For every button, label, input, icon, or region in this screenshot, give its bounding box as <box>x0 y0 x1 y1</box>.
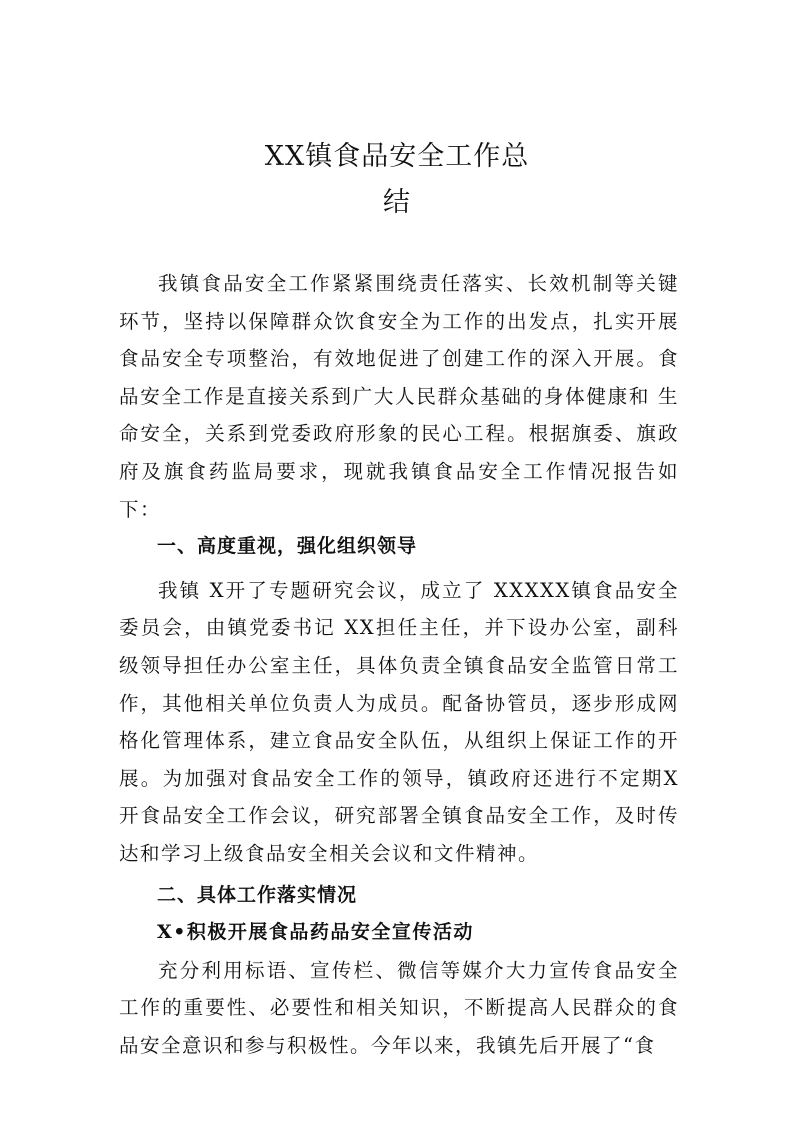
subsection1-paragraph: 充分利用标语、宣传栏、微信等媒介大力宣传食品安全工作的重要性、必要性和相关知识，不断提高人民群众的食品安全意识和参与积极性。今年以来，我镇先后开展了“食 <box>119 958 679 1057</box>
intro-paragraph: 我镇食品安全工作紧紧围绕责任落实、长效机制等关键环节，坚持以保障群众饮食安全为工作的出发点，扎实开展食品安全专项整治，有效地促进了创建工作的深入开展。食品安全工作是直接关系到广大人民群众基础的身体健康和 生命安全，关系到党委政府形象的民心工程。根据旗委、旗政府及旗食药监局要求，现就我镇食品安全工作情况报告如下： <box>119 272 679 521</box>
section2-heading: 二、具体工作落实情况 <box>157 883 358 906</box>
document-title-line1: XX镇食品安全工作总 <box>264 141 530 172</box>
document-body <box>119 265 679 1064</box>
section1-heading: 一、高度重视，强化组织领导 <box>157 535 418 558</box>
document-title-line2: 结 <box>383 187 411 218</box>
subsection1-heading: X•积极开展食品药品安全宣传活动 <box>157 921 474 944</box>
section1-paragraph: 我镇 X开了专题研究会议，成立了 XXXXX镇食品安全委员会，由镇党委书记 XX担任主任，并下设办公室，副科级领导担任办公室主任，具体负责全镇食品安全监管日常工作，其他相关单位负责人为成员。配备协管员，逐步形成网格化管理体系，建立食品安全队伍，从组织上保证工作的开展。为加强对食品安全工作的领导，镇政府还进行不定期X开食品安全工作会议，研究部署全镇食品安全工作，及时传达和学习上级食品安全相关会议和文件精神。 <box>119 578 679 865</box>
